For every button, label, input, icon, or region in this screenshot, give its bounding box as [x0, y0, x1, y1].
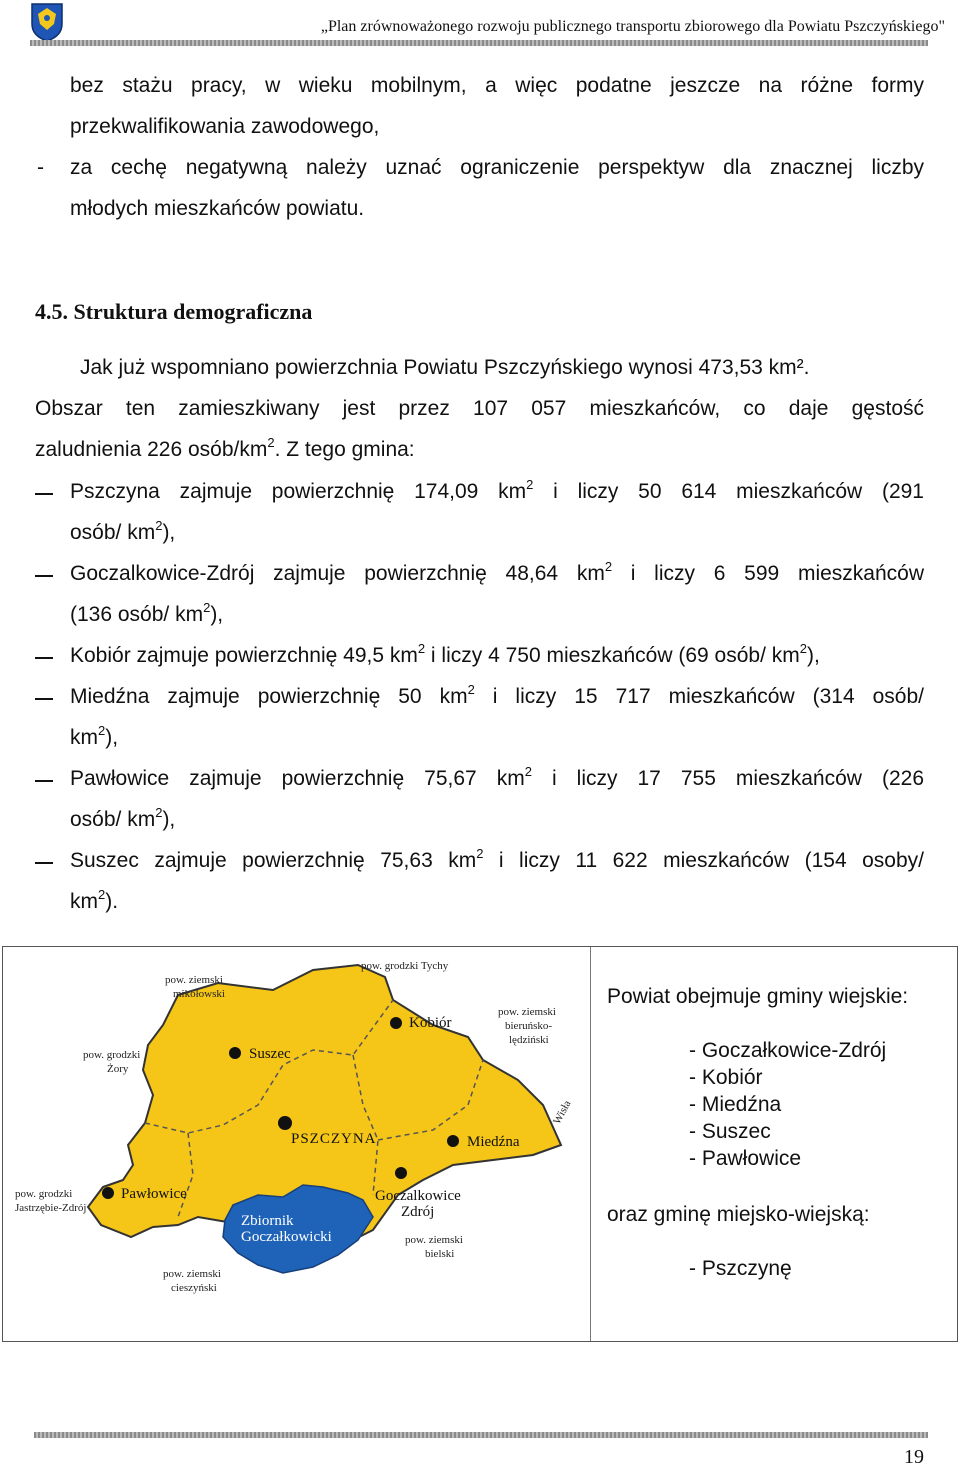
text-span: ).: [105, 890, 119, 913]
town-dot-kobior: [390, 1017, 402, 1029]
text-span: km: [70, 726, 98, 749]
superscript: 2: [98, 723, 106, 738]
superscript: 2: [417, 641, 426, 656]
sidebar-rural-item: - Goczałkowice-Zdrój: [689, 1039, 887, 1062]
list-item: [70, 561, 924, 587]
sidebar-rural-item: - Miedźna: [689, 1093, 782, 1116]
list-item-continuation: [70, 807, 175, 833]
town-label: Pawłowice: [121, 1186, 187, 1202]
list-item: [70, 479, 924, 505]
powiat-map: [13, 955, 581, 1307]
map-label: bielski: [425, 1248, 455, 1260]
map-label: Jastrzębie-Zdrój: [15, 1202, 87, 1214]
text-span: Suszec zajmuje powierzchnię 75,63 km: [70, 849, 477, 872]
superscript: 2: [467, 682, 475, 697]
text-span: Kobiór zajmuje powierzchnię 49,5 km: [70, 644, 418, 667]
text-span: Pszczyna zajmuje powierzchnię 174,09 km: [70, 480, 527, 503]
town-dot-pawlowice: [102, 1187, 114, 1199]
superscript: 2: [98, 887, 106, 902]
reservoir-label: Goczałkowicki: [241, 1229, 332, 1245]
text-span: Miedźna zajmuje powierzchnię 50 km: [70, 685, 468, 708]
superscript: 2: [155, 518, 163, 533]
text-span: (136 osób/ km: [70, 603, 204, 626]
map-label: pow. grodzki: [83, 1049, 141, 1061]
map-label: pow. ziemski: [498, 1006, 556, 1018]
sidebar-rural-item: - Pawłowice: [689, 1147, 802, 1170]
town-label: Zdrój: [401, 1204, 435, 1220]
superscript: 2: [524, 764, 532, 779]
map-label: lędziński: [509, 1034, 549, 1046]
list-item: [70, 848, 924, 874]
paragraph-line: bez stażu pracy, w wieku mobilnym, a więc podatne jeszcze na różne formy: [70, 74, 924, 97]
text-span: . Z tego gmina:: [274, 438, 415, 461]
map-label: pow. ziemski: [165, 974, 223, 986]
town-dot-goczalkowice: [395, 1167, 407, 1179]
town-dot-pszczyna: [278, 1116, 292, 1130]
paragraph-line: przekwalifikowania zawodowego,: [70, 115, 380, 138]
list-item-continuation: [70, 889, 118, 915]
superscript: 2: [526, 477, 534, 492]
section-heading: 4.5. Struktura demograficzna: [35, 299, 313, 324]
map-label: pow. ziemski: [405, 1234, 463, 1246]
reservoir-label: Zbiornik: [241, 1213, 294, 1229]
text-span: i liczy 50 614 mieszkańców (291: [533, 480, 924, 503]
page-header: [0, 0, 960, 50]
superscript: 2: [476, 846, 484, 861]
text-span: zaludnienia 226 osób/km: [35, 438, 268, 461]
list-item: [70, 684, 924, 710]
superscript: 2: [203, 600, 211, 615]
list-item: [70, 766, 924, 792]
sidebar-urban-intro: oraz gminę miejsko-wiejską:: [607, 1203, 870, 1226]
superscript: 2: [604, 559, 613, 574]
town-dot-miedzna: [447, 1135, 459, 1147]
paragraph-line: Obszar ten zamieszkiwany jest przez 107 057 mieszkańców, co daje gęstość: [35, 397, 924, 420]
paragraph-line: [35, 437, 415, 463]
map-label: pow. grodzki: [15, 1188, 73, 1200]
sidebar-rural-item: - Kobiór: [689, 1066, 763, 1089]
superscript: 2: [267, 435, 275, 450]
list-dash: [35, 575, 53, 577]
text-span: osób/ km: [70, 521, 156, 544]
list-dash: [35, 493, 53, 495]
text-span: ),: [162, 808, 176, 831]
town-label: Kobiór: [409, 1015, 452, 1031]
text-span: i liczy 11 622 mieszkańców (154 osoby/: [483, 849, 924, 872]
text-span: ),: [210, 603, 224, 626]
sidebar-urban-item: - Pszczynę: [689, 1257, 792, 1280]
box-divider: [590, 947, 591, 1341]
text-span: ),: [162, 521, 176, 544]
superscript: 2: [155, 805, 163, 820]
map-label: bieruńsko-: [505, 1020, 553, 1032]
footer-divider: [34, 1432, 928, 1438]
map-label: pow. grodzki Tychy: [361, 960, 449, 972]
powiat-crest-icon: [30, 2, 64, 42]
paragraph-line: Jak już wspomniano powierzchnia Powiatu Pszczyńskiego wynosi 473,53 km².: [80, 356, 810, 379]
town-label: Suszec: [249, 1046, 291, 1062]
list-item-continuation: [70, 725, 118, 751]
text-span: i liczy 6 599 mieszkańców: [612, 562, 924, 585]
town-label: Goczalkowice: [375, 1188, 461, 1204]
map-label: mikołowski: [173, 988, 225, 1000]
map-label: pow. ziemski: [163, 1268, 221, 1280]
page-number: 19: [904, 1446, 924, 1468]
paragraph-line: za cechę negatywną należy uznać ograniczenie perspektyw dla znacznej liczby: [70, 156, 924, 179]
town-dot-suszec: [229, 1047, 241, 1059]
text-span: ),: [806, 644, 820, 667]
text-span: Pawłowice zajmuje powierzchnię 75,67 km: [70, 767, 525, 790]
town-label: Miedźna: [467, 1134, 520, 1150]
town-label: PSZCZYNA: [291, 1131, 377, 1147]
list-dash: -: [37, 156, 44, 179]
map-figure-box: [2, 946, 958, 1342]
list-dash: [35, 698, 53, 700]
list-item-continuation: [70, 520, 175, 546]
document-header-title: „Plan zrównoważonego rozwoju publicznego transportu zbiorowego dla Powiatu Pszczyńskiego": [320, 18, 945, 35]
text-span: i liczy 4 750 mieszkańców (69 osób/ km: [425, 644, 800, 667]
list-dash: [35, 657, 53, 659]
text-span: Goczalkowice-Zdrój zajmuje powierzchnię 48,64 km: [70, 562, 605, 585]
text-span: osób/ km: [70, 808, 156, 831]
paragraph-line: młodych mieszkańców powiatu.: [70, 197, 365, 220]
text-span: ),: [105, 726, 119, 749]
text-span: km: [70, 890, 98, 913]
sidebar-intro: Powiat obejmuje gminy wiejskie:: [607, 985, 909, 1008]
superscript: 2: [799, 641, 807, 656]
list-item-continuation: [70, 602, 223, 628]
map-label: Żory: [107, 1063, 129, 1075]
list-dash: [35, 862, 53, 864]
list-item: [70, 643, 820, 669]
list-dash: [35, 780, 53, 782]
river-label: Wisła: [551, 1098, 574, 1127]
header-divider: [30, 40, 928, 46]
sidebar-rural-item: - Suszec: [689, 1120, 771, 1143]
text-span: i liczy 15 717 mieszkańców (314 osób/: [474, 685, 924, 708]
map-label: cieszyński: [171, 1282, 217, 1294]
text-span: i liczy 17 755 mieszkańców (226: [531, 767, 924, 790]
